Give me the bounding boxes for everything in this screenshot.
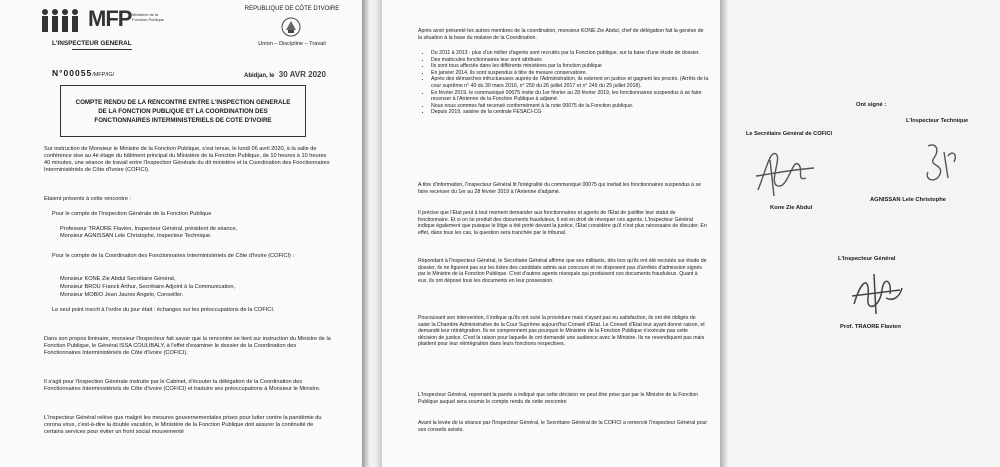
title-line-1: COMPTE RENDU DE LA RENCONTRE ENTRE L'INSPECTION GENERALE <box>75 98 291 106</box>
page-gutter <box>720 0 728 467</box>
ref-suffix: /MFP/IG/ <box>92 72 115 78</box>
stamp-date: 30 AVR 2020 <box>278 70 326 79</box>
signed-label: Ont signé : <box>856 102 887 108</box>
ig-name: Prof. TRAORE Flavien <box>840 324 901 330</box>
report-title <box>60 85 306 137</box>
list-item: Professeur TRAORE Flavien, Inspecteur Général, président de séance, <box>60 226 238 232</box>
issuer-rule <box>72 49 132 50</box>
page-1 <box>0 0 362 467</box>
people-logo-icon <box>40 8 86 34</box>
it-title: L'Inspecteur Technique <box>906 118 969 124</box>
republic-heading: REPUBLIQUE DE CÔTE D'IVOIRE <box>244 6 340 12</box>
coat-of-arms-icon <box>280 16 302 38</box>
page-gutter <box>362 0 382 467</box>
covid-paragraph: L'Inspecteur Général relève que malgré les mesures gouvernementales prises pour lutter contre la pandémie du corona virus, c'est-à-dire la double vacation, le Ministère de la Fonction Publique doit assurer la continuité de certains services pour éviter un front social mouvementé <box>44 415 322 436</box>
ig-signature <box>846 268 906 318</box>
list-item: • Des matricules fonctionnaires leur sont attribués <box>431 57 713 64</box>
cofici-heading: Pour le compte de la Coordination des Fonctionnaires Interministériels de Côte d'Ivoire (COFICI) : <box>52 253 295 259</box>
place-date-prefix: Abidjan, le <box>244 73 275 79</box>
issuer-heading: L'INSPECTEUR GENERAL <box>52 40 132 47</box>
present-label: Etaient présents à cette rencontre : <box>44 196 132 202</box>
intro-paragraph: Sur instruction de Monsieur le Ministre de la Fonction Publique, s'est tenue, le lundi 06 avril 2020, à la salle de conférence sise au 4è étage du bâtiment principal du Ministère de la Fonction Publique, de 10 heures à 10 heures 40 minutes, une séance de travail entre l'Inspection Générale du dit ministère et la Coordination des Fonctionnaires Interministériels de Côte d'Ivoire (COFICI). <box>44 146 330 174</box>
pursuing-paragraph: Poursuivant son intervention, il indique qu'ils ont suivi la procédure mais n'ayant pas eu satisfaction, ils ont été obligés de saisir la Chambre Administrative de la Cour Suprême aujourd'hui Conseil d'Etat. Le Conseil d'Etat leur ayant donné raison, et demandé leur réintégration. Ils ne comprennent pas pourquoi le Ministère de la Fonction Publique n'exécute pas cette décision de justice. C'est la raison pour laquelle ils ont demandé une audience avec le Ministre. Ils ne revendiquent pas mais plaident pour leur réintégration dans leurs fonctions respectives. <box>418 315 705 348</box>
ref-prefix: N° <box>52 68 64 78</box>
motto: Union – Discipline – Travail <box>258 41 326 47</box>
closing-paragraph: Avant la levée de la séance par l'Inspecteur Général, le Secrétaire Général de la COFICI a remercié l'Inspecteur Général pour ses conseils avisés. <box>418 420 708 433</box>
sg-title: Le Secrétaire Général de COFICI <box>746 131 833 137</box>
logo-subtitle: Ministère de la Fonction Publique <box>132 12 165 22</box>
it-name: AGNISSAN Lele Christophe <box>870 197 947 203</box>
ig-heading: Pour le compte de l'Inspection Générale de la Fonction Publique <box>52 211 212 217</box>
delegation-paragraph: Après avoir présenté les autres membres de la coordination, monsieur KONE Zie Abdul, chef de délégation fait la genèse de la situation à la base du malaise de la Coordination. <box>418 28 704 41</box>
list-item: • Du 2011 à 2013 : plus d'un millier d'agents sont recrutés par la Fonction publique, sur la base d'une étude de dossier. <box>431 50 713 57</box>
place-date <box>244 64 326 82</box>
page-3 <box>728 0 1000 467</box>
cabinet-paragraph: Il s'agit pour l'Inspection Générale instruite par le Cabinet, d'écouter la délégation de la Coordination des Fonctionnaires Interministériels de Côte d'Ivoire (COFICI) et traduire ses préoccupations à Monsieur le Ministre. <box>44 379 321 393</box>
sg-name: Kone Zie Abdul <box>770 205 813 211</box>
list-item: Monsieur BROU Franck Arthur, Secrétaire Adjoint à la Communication, <box>60 284 236 291</box>
ig-title: L'Inspecteur Général <box>838 256 896 262</box>
list-item: Monsieur MOBIO Jean Jaures Angelo, Conseiller. <box>60 292 184 299</box>
list-item: • Nous nous sommes fait recensé conformément à la note 00075 de la Fonction publique. <box>431 103 713 110</box>
resume-paragraph: L'Inspecteur Général, reprenant la parole a indiqué que cette décision ne peut être prise que par le Ministre de la Fonction Publique auquel sera soumis le compte rendu de cette rencontre <box>418 392 699 405</box>
list-item: Monsieur AGNISSAN Lele Christophe, Inspecteur Technique. <box>60 233 212 240</box>
precise-paragraph: Il précise que l'Etat peut à tout moment demander aux fonctionnaires et agents de l'Etat de justifier leur statut de fonctionnaire. Et si on lui produit des documents frauduleux, il est en droit de révoquer ces agents. L'Inspecteur Général indique également que puisque le litige a été porté devant la justice, l'Etat considère qu'il n'est plus nécessaire de discuter. En effet, dans tous les cas, la question sera tranchée par le tribunal. <box>418 210 707 236</box>
list-item: • En février 2019, le communiqué 00075 invite du 1er février au 28 février 2019, les fonctionnaires suspendus à se faire recenser à l'Antenne de la Fonction Publique à adjamé. <box>431 90 713 103</box>
page-2 <box>382 0 720 467</box>
mfp-logo <box>40 6 165 36</box>
info-paragraph: A titre d'information, l'Inspecteur Général lit l'intégralité du communiqué 00075 qui invitait les fonctionnaires suspendus à se faire recenser du 1er au 28 février 2019 à l'Antenne d'adjamé. <box>418 182 701 195</box>
timeline-list <box>422 50 713 116</box>
cofici-member-list <box>60 275 330 300</box>
sg-signature <box>748 140 818 200</box>
it-signature <box>914 138 964 188</box>
list-item: Monsieur KONE Zie Abdul Secrétaire Général, <box>60 276 176 282</box>
reference-number <box>52 63 114 81</box>
ig-member-list <box>60 226 330 240</box>
list-item: • Ils sont tous affectés dans les différents ministères par la fonction publique <box>431 63 713 70</box>
agenda-paragraph: Le seul point inscrit à l'ordre du jour était : échanges sur les préoccupations de la COFICI. <box>52 307 275 313</box>
list-item: • En janvier 2014, ils sont suspendus à titre de mesure conservatoire. <box>431 70 713 77</box>
title-line-2: DE LA FONCTION PUBLIQUE ET LA COORDINATION DES <box>98 107 268 115</box>
list-item: • Depuis 2019, saisine de la centrale FESACI-CG <box>431 109 713 116</box>
ref-number: 00055 <box>63 68 93 78</box>
list-item: • Après des démarches infructueuses auprès de l'Administration, ils esterent en justice et gagnent les procès. (Arrêts de la cour suprême n° 40 du 30 mars 2016, n° 250 du 26 juillet 2017 et n° 249 du 25 juillet 2018). <box>431 76 713 89</box>
logo-text: MFP <box>88 6 132 31</box>
reply-paragraph: Répondant à l'Inspecteur Général, le Secrétaire Général affirme que ses militants, dès lors qu'ils ont été recrutés sur étude de dossier, ils ne figurent pas sur les listes des candidats admis aux concours et ne disposent pas d'arrêtés d'admission signés par le Ministre de la Fonction Publique. C'est d'autres agents révoqués qui produisent ces documents frauduleux. Quant à eux, ils ont déposé tous les documents en leur possession. <box>418 258 707 284</box>
title-line-3: FONCTIONNAIRES INTERMINISTERIELS DE COTE D'IVOIRE <box>94 116 272 124</box>
opening-paragraph: Dans son propos liminaire, monsieur l'Inspecteur fait savoir que la rencontre se tient sur instruction du Ministre de la Fonction Publique, le Général ISSA COULIBALY, à l'effet d'examiner le dossier de la Coordination des Fonctionnaires Interministériels de Côte d'Ivoire (COFICI). <box>44 336 331 357</box>
